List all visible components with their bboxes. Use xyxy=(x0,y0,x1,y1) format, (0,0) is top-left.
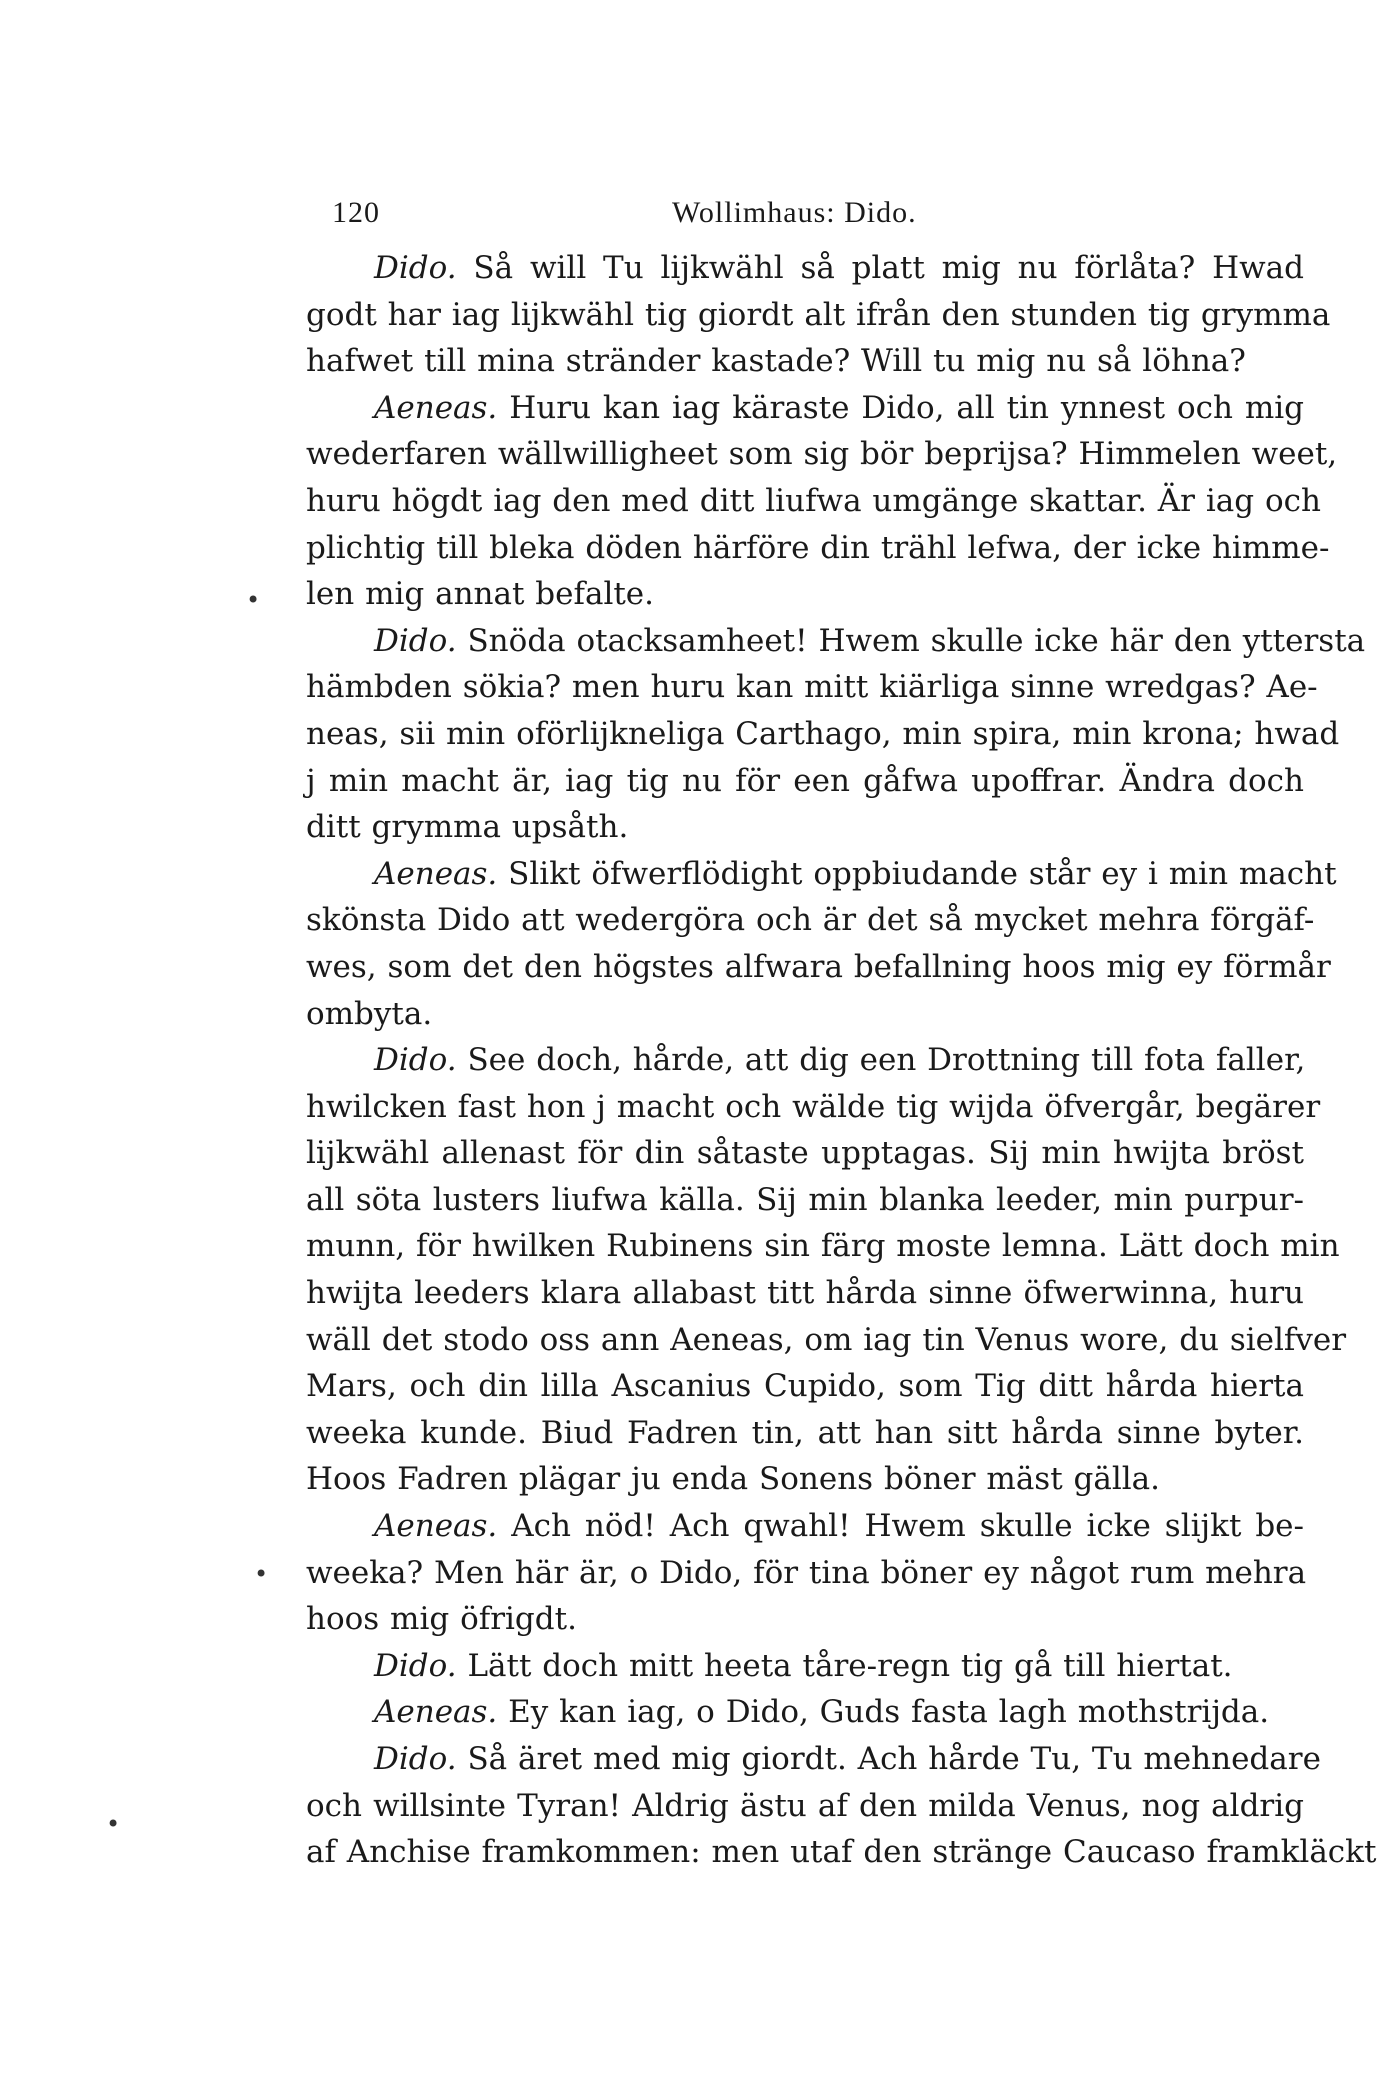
text-line xyxy=(306,1736,1321,1783)
text-line: Hoos Fadren plägar ju enda Sonens böner mäst gälla. xyxy=(306,1461,1161,1498)
text-line: neas, sii min oförlijkneliga Carthago, min spira, min krona; hwad xyxy=(306,715,1340,752)
line-text: Lätt doch mitt heeta tåre-regn tig gå till hiertat. xyxy=(456,1647,1233,1684)
text-line: wes, som det den högstes alfwara befallning hoos mig ey förmår xyxy=(306,948,1331,985)
page-number: 120 xyxy=(332,196,380,229)
line-text: Ach nöd! Ach qwahl! Hwem skulle icke slijkt be- xyxy=(497,1508,1304,1545)
text-line: Mars, och din lilla Ascanius Cupido, som Tig ditt hårda hierta xyxy=(306,1368,1304,1405)
text-line: munn, för hwilken Rubinens sin färg moste lemna. Lätt doch min xyxy=(306,1228,1340,1265)
speaker-label: Aeneas. xyxy=(374,389,498,426)
line-text: Slikt öfwerflödight oppbiudande står ey i min macht xyxy=(497,855,1337,892)
line-text: Snöda otacksamheet! Hwem skulle icke här den yttersta xyxy=(456,622,1366,659)
page-header xyxy=(332,196,1305,240)
text-line: j min macht är, iag tig nu för een gåfwa upoffrar. Ändra doch xyxy=(306,762,1304,799)
margin-dot-mark: • xyxy=(246,586,261,614)
speaker-label: Aeneas. xyxy=(374,1508,498,1545)
running-head: Wollimhaus: Dido. xyxy=(672,196,917,229)
text-line: hafwet till mina stränder kastade? Will tu mig nu så löhna? xyxy=(306,343,1246,380)
text-line: hwijta leeders klara allabast titt hårda sinne öfwerwinna, huru xyxy=(306,1275,1304,1312)
text-line: wäll det stodo oss ann Aeneas, om iag tin Venus wore, du sielfver xyxy=(306,1321,1347,1358)
margin-dot-mark: • xyxy=(254,1560,269,1588)
line-text: Huru kan iag käraste Dido, all tin ynnest och mig xyxy=(497,389,1304,426)
text-line: och willsinte Tyran! Aldrig ästu af den milda Venus, nog aldrig xyxy=(306,1787,1304,1824)
text-line xyxy=(306,618,1366,665)
text-line: skönsta Dido att wedergöra och är det så mycket mehra förgäf- xyxy=(306,902,1315,939)
speaker-label: Dido. xyxy=(374,1647,457,1684)
text-line xyxy=(306,1689,1304,1736)
speaker-label: Dido. xyxy=(374,250,457,286)
text-line: ombyta. xyxy=(306,995,433,1032)
speaker-label: Dido. xyxy=(374,622,457,659)
text-line xyxy=(306,1643,1304,1690)
text-line xyxy=(306,385,1304,432)
text-line: plichtig till bleka döden härföre din trähl lefwa, der icke himme- xyxy=(306,529,1330,566)
text-line xyxy=(306,245,1304,292)
text-line: huru högdt iag den med ditt liufwa umgänge skattar. Är iag och xyxy=(306,482,1321,519)
text-line: hämbden sökia? men huru kan mitt kiärliga sinne wredgas? Ae- xyxy=(306,669,1318,706)
speaker-label: Aeneas. xyxy=(374,1694,498,1731)
speaker-label: Dido. xyxy=(374,1741,457,1777)
text-line xyxy=(306,1503,1304,1550)
text-line: af Anchise framkommen: men utaf den stränge Caucaso framkläckt xyxy=(306,1834,1377,1871)
speaker-label: Dido. xyxy=(374,1042,457,1079)
text-line: wederfaren wällwilligheet som sig bör beprijsa? Himmelen weet, xyxy=(306,436,1338,473)
margin-dot-mark: • xyxy=(106,1810,121,1838)
line-text: Så will Tu lijkwähl så platt mig nu förlåta? Hwad xyxy=(456,250,1304,286)
text-line: hwilcken fast hon j macht och wälde tig wijda öfvergår, begärer xyxy=(306,1088,1321,1125)
text-line: len mig annat befalte. xyxy=(306,576,655,613)
line-text: See doch, hårde, att dig een Drottning till fota faller, xyxy=(456,1042,1306,1079)
body-text xyxy=(306,245,1377,1876)
line-text: Ey kan iag, o Dido, Guds fasta lagh mothstrijda. xyxy=(497,1694,1270,1731)
text-line: weeka? Men här är, o Dido, för tina böner ey något rum mehra xyxy=(306,1554,1307,1591)
speaker-label: Aeneas. xyxy=(374,855,498,892)
text-line xyxy=(306,851,1337,898)
line-text: Så äret med mig giordt. Ach hårde Tu, Tu mehnedare xyxy=(456,1741,1321,1777)
text-line: godt har iag lijkwähl tig giordt alt ifrån den stunden tig grymma xyxy=(306,296,1331,333)
text-line: ditt grymma upsåth. xyxy=(306,809,629,846)
text-line: all söta lusters liufwa källa. Sij min blanka leeder, min purpur- xyxy=(306,1181,1304,1218)
text-line: lijkwähl allenast för din såtaste upptagas. Sij min hwijta bröst xyxy=(306,1135,1304,1172)
text-line xyxy=(306,1037,1304,1084)
text-line: weeka kunde. Biud Fadren tin, att han sitt hårda sinne byter. xyxy=(306,1414,1304,1451)
text-line: hoos mig öfrigdt. xyxy=(306,1601,577,1638)
